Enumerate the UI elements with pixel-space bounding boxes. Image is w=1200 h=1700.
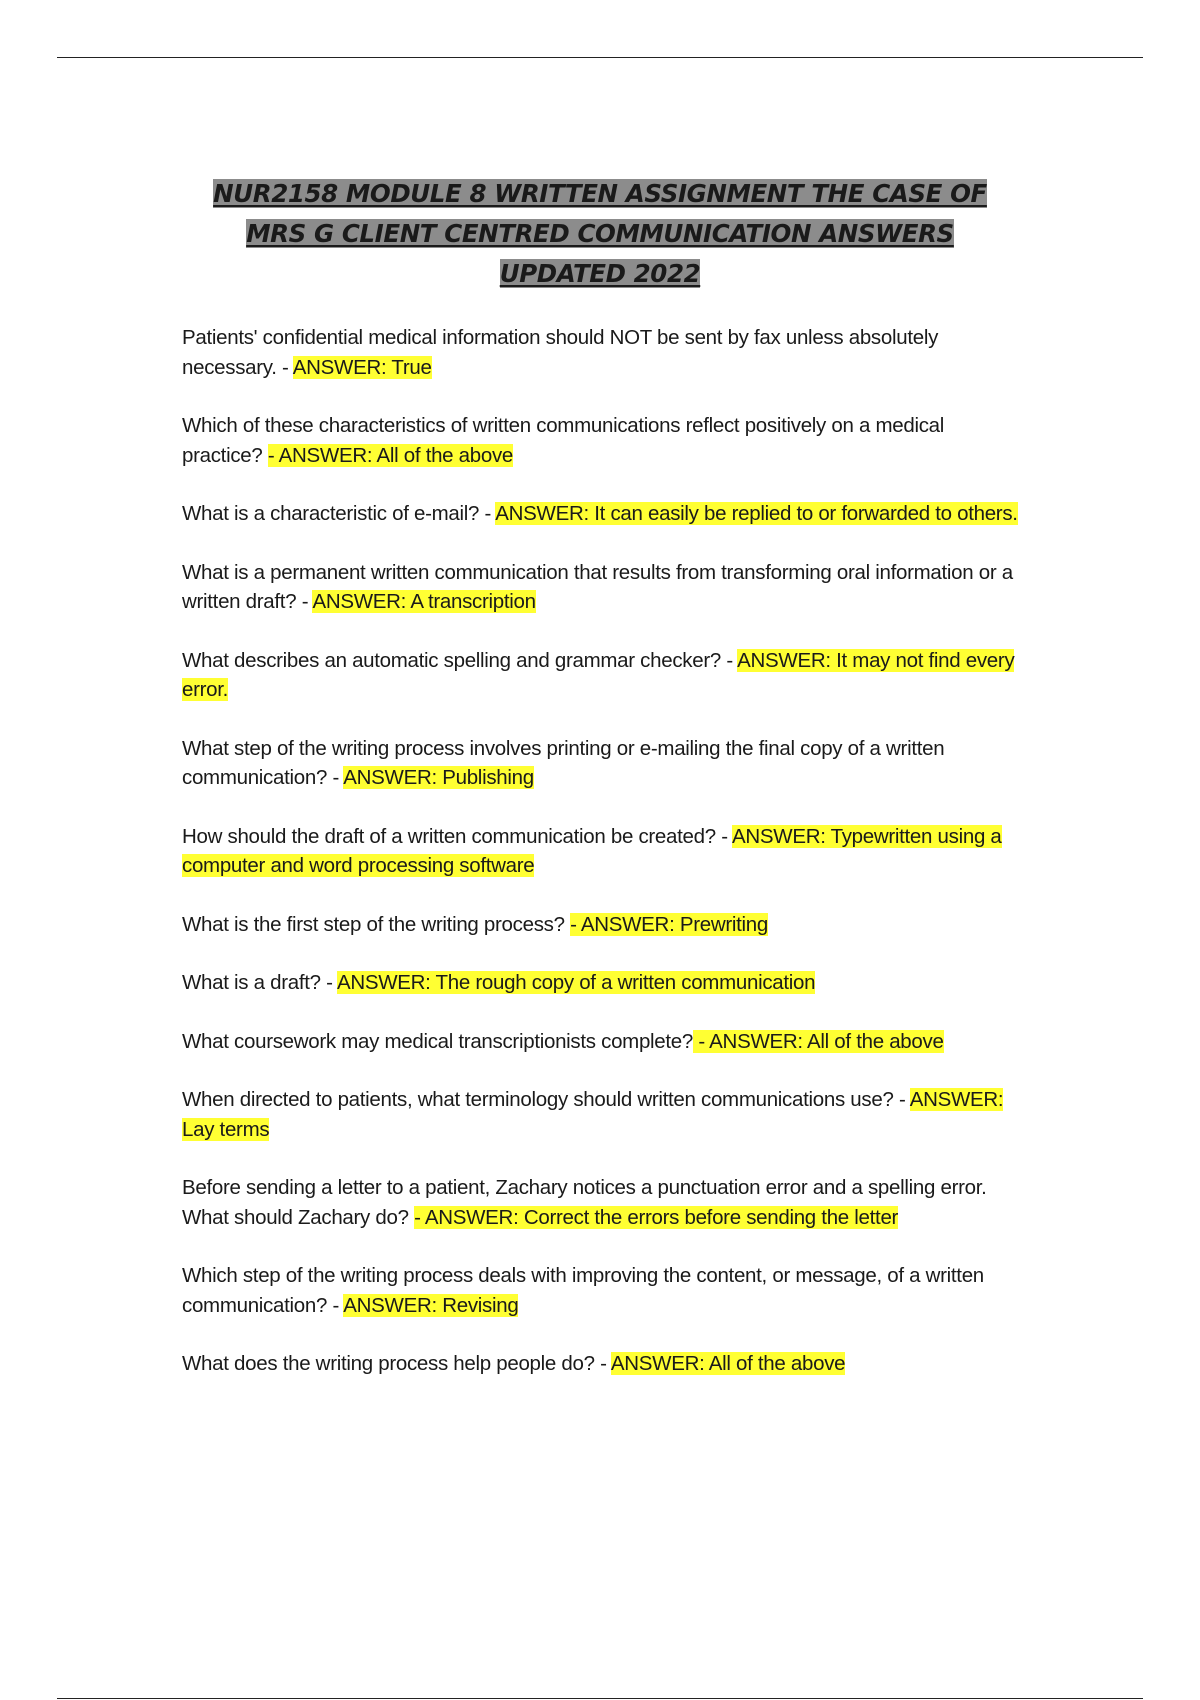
qa-list [182,323,1022,1408]
question-text: What describes an automatic spelling and grammar checker? - [182,648,738,672]
question-text: Which of these characteristics of written communications reflect positively on a medical practice? [182,414,945,467]
question-text: What does the writing process help people do? - [182,1352,611,1375]
qa-item [182,1349,1022,1379]
question-text: What step of the writing process involves printing or e-mailing the final copy of a written communication? - [182,736,945,789]
question-text: Which step of the writing process deals with improving the content, or message, of a written communication? - [182,1264,984,1317]
title-line-3: UPDATED 2022 [499,259,701,288]
qa-item [182,1027,1022,1057]
question-text: When directed to patients, what terminology should written communications use? - [182,1088,910,1111]
qa-item [182,411,1022,470]
answer-highlight: ANSWER: It may not find every error. [182,648,1015,701]
top-rule [57,57,1143,58]
answer-highlight: ANSWER: It can easily be replied to or forwarded to others. [495,502,1018,525]
qa-item [182,646,1022,705]
answer-highlight: - ANSWER: All of the above [693,1029,944,1053]
qa-item [182,822,1022,881]
question-text: Before sending a letter to a patient, Zachary notices a punctuation error and a spelling error. What should Zachary do? [182,1176,987,1229]
title-line-2: MRS G CLIENT CENTRED COMMUNICATION ANSWERS [246,219,954,248]
document-title [180,174,1020,294]
answer-highlight: ANSWER: A transcription [312,590,536,613]
answer-highlight: - ANSWER: Correct the errors before sending the letter [414,1205,899,1229]
qa-item [182,558,1022,617]
question-text: How should the draft of a written communication be created? - [182,824,733,848]
answer-highlight: ANSWER: Typewritten using a computer and word processing software [182,824,1002,877]
qa-item [182,323,1022,382]
answer-highlight: ANSWER: Publishing [343,766,534,789]
answer-highlight: ANSWER: The rough copy of a written communication [336,971,816,994]
qa-item [182,1085,1022,1144]
qa-item [182,910,1022,940]
title-line-1: NUR2158 MODULE 8 WRITTEN ASSIGNMENT THE CASE OF [213,179,987,208]
answer-highlight: ANSWER: Revising [343,1293,519,1317]
answer-highlight: ANSWER: True [292,355,432,379]
answer-highlight: - ANSWER: All of the above [267,443,514,467]
question-text: What is a characteristic of e-mail? - [182,502,496,525]
question-text: What is a permanent written communication that results from transforming oral information or a written draft? - [182,560,1013,613]
question-text: What is a draft? - [182,971,337,994]
answer-highlight: ANSWER: Lay terms [182,1088,1004,1141]
bottom-rule [57,1698,1143,1699]
answer-highlight: ANSWER: All of the above [610,1352,846,1375]
question-text: Patients' confidential medical information should NOT be sent by fax unless absolutely necessary. - [182,326,939,379]
qa-item [182,1261,1022,1320]
qa-item [182,1173,1022,1232]
question-text: What coursework may medical transcriptionists complete? [182,1029,693,1053]
question-text: What is the first step of the writing process? [182,912,571,936]
answer-highlight: - ANSWER: Prewriting [570,912,768,936]
qa-item [182,968,1022,998]
qa-item [182,499,1022,529]
qa-item [182,734,1022,793]
